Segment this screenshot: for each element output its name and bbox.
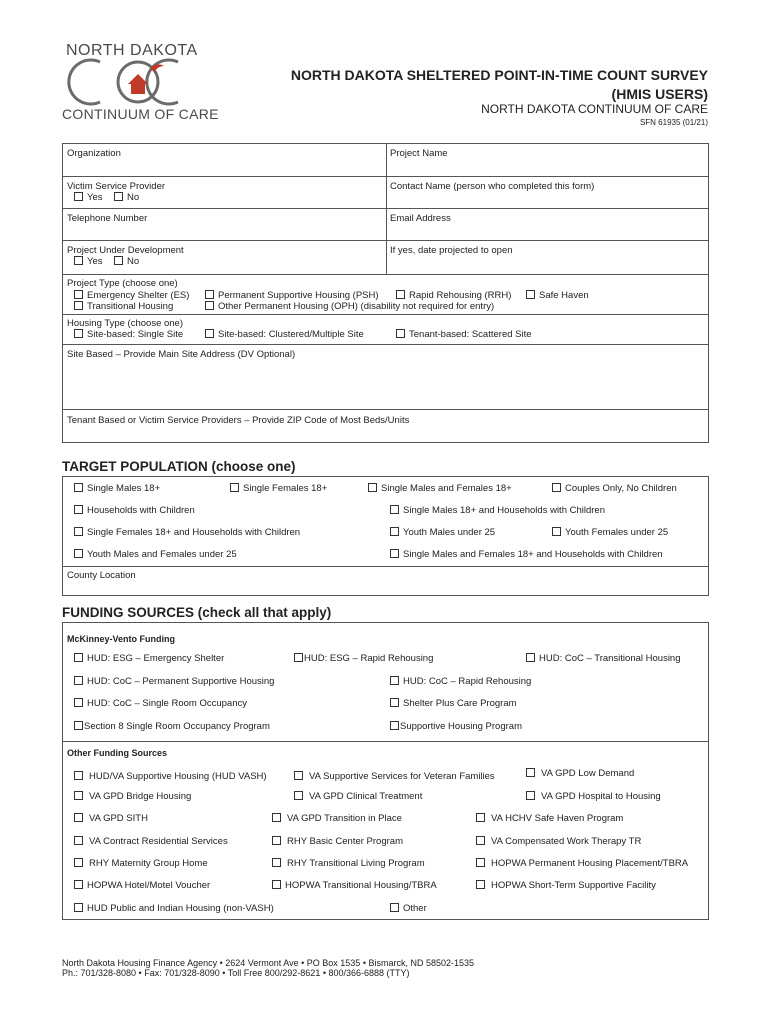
esg-rapid-checkbox[interactable]: HUD: ESG – Rapid Rehousing: [294, 653, 433, 664]
divider: [62, 409, 709, 410]
ssvf-checkbox[interactable]: VA Supportive Services for Veteran Families: [294, 771, 495, 782]
footer-address: North Dakota Housing Finance Agency • 2624 Vermont Ave • PO Box 1535 • Bismarck, ND 58502-1535: [62, 958, 475, 968]
rhy-transitional-checkbox[interactable]: RHY Transitional Living Program: [272, 858, 425, 869]
hopwa-short-term-checkbox[interactable]: HOPWA Short-Term Supportive Facility: [476, 880, 656, 891]
form-subtitle: NORTH DAKOTA CONTINUUM OF CARE: [481, 102, 708, 116]
project-name-field[interactable]: Project Name: [390, 148, 448, 159]
divider: [62, 741, 709, 742]
youth-females-checkbox[interactable]: Youth Females under 25: [552, 527, 668, 538]
single-males-females-checkbox[interactable]: Single Males and Females 18+: [368, 483, 512, 494]
gpd-clinical-checkbox[interactable]: VA GPD Clinical Treatment: [294, 791, 422, 802]
single-mf-households-checkbox[interactable]: Single Males and Females 18+ and Households with Children: [390, 549, 663, 560]
safe-haven-checkbox[interactable]: Safe Haven: [526, 290, 589, 301]
psh-checkbox[interactable]: Permanent Supportive Housing (PSH): [205, 290, 379, 301]
development-no-checkbox[interactable]: No: [114, 256, 139, 267]
rhy-basic-checkbox[interactable]: RHY Basic Center Program: [272, 836, 403, 847]
hchv-checkbox[interactable]: VA HCHV Safe Haven Program: [476, 813, 623, 824]
divider: [62, 176, 709, 177]
contract-residential-checkbox[interactable]: VA Contract Residential Services: [74, 836, 228, 847]
divider: [62, 314, 709, 315]
coc-rapid-checkbox[interactable]: HUD: CoC – Rapid Rehousing: [390, 676, 531, 687]
housing-type-label: Housing Type (choose one): [67, 318, 184, 329]
transitional-housing-checkbox[interactable]: Transitional Housing: [74, 301, 173, 312]
logo-bottom-text: CONTINUUM OF CARE: [62, 106, 219, 122]
hopwa-motel-checkbox[interactable]: HOPWA Hotel/Motel Voucher: [74, 880, 210, 891]
gpd-transition-checkbox[interactable]: VA GPD Transition in Place: [272, 813, 402, 824]
mckinney-label: McKinney-Vento Funding: [67, 634, 175, 644]
single-males-households-checkbox[interactable]: Single Males 18+ and Households with Children: [390, 505, 605, 516]
emergency-shelter-checkbox[interactable]: Emergency Shelter (ES): [74, 290, 189, 301]
shelter-plus-checkbox[interactable]: Shelter Plus Care Program: [390, 698, 517, 709]
rrh-checkbox[interactable]: Rapid Rehousing (RRH): [396, 290, 511, 301]
rhy-maternity-checkbox[interactable]: RHY Maternity Group Home: [74, 858, 208, 869]
hopwa-transitional-checkbox[interactable]: HOPWA Transitional Housing/TBRA: [272, 880, 437, 891]
esg-emergency-checkbox[interactable]: HUD: ESG – Emergency Shelter: [74, 653, 224, 664]
development-yes-checkbox[interactable]: Yes: [74, 256, 103, 267]
project-type-label: Project Type (choose one): [67, 278, 178, 289]
form-title: NORTH DAKOTA SHELTERED POINT-IN-TIME COUNT SURVEY: [290, 67, 708, 83]
divider: [62, 566, 709, 567]
vash-checkbox[interactable]: HUD/VA Supportive Housing (HUD VASH): [74, 771, 267, 782]
victim-no-checkbox[interactable]: No: [114, 192, 139, 203]
divider: [62, 208, 709, 209]
hopwa-permanent-checkbox[interactable]: HOPWA Permanent Housing Placement/TBRA: [476, 858, 688, 869]
divider: [62, 274, 709, 275]
gpd-sith-checkbox[interactable]: VA GPD SITH: [74, 813, 148, 824]
single-females-households-checkbox[interactable]: Single Females 18+ and Households with Children: [74, 527, 300, 538]
form-title-line2: (HMIS USERS): [611, 86, 708, 102]
oph-checkbox[interactable]: Other Permanent Housing (OPH) (disability not required for entry): [205, 301, 494, 312]
site-address-field[interactable]: Site Based – Provide Main Site Address (DV Optional): [67, 349, 296, 360]
gpd-low-demand-checkbox[interactable]: VA GPD Low Demand: [526, 768, 634, 779]
divider: [62, 344, 709, 345]
county-location-field[interactable]: County Location: [67, 570, 136, 581]
youth-males-checkbox[interactable]: Youth Males under 25: [390, 527, 495, 538]
coc-psh-checkbox[interactable]: HUD: CoC – Permanent Supportive Housing: [74, 676, 274, 687]
project-development-label: Project Under Development: [67, 245, 184, 256]
contact-name-field[interactable]: Contact Name (person who completed this form): [390, 181, 595, 192]
telephone-field[interactable]: Telephone Number: [67, 213, 148, 224]
clustered-site-checkbox[interactable]: Site-based: Clustered/Multiple Site: [205, 329, 364, 340]
funding-sources-heading: FUNDING SOURCES (check all that apply): [62, 605, 332, 620]
email-field[interactable]: Email Address: [390, 213, 451, 224]
divider: [62, 240, 709, 241]
victim-service-label: Victim Service Provider: [67, 181, 166, 192]
gpd-hospital-checkbox[interactable]: VA GPD Hospital to Housing: [526, 791, 661, 802]
youth-males-females-checkbox[interactable]: Youth Males and Females under 25: [74, 549, 237, 560]
logo-top-text: NORTH DAKOTA: [66, 42, 198, 59]
target-population-heading: TARGET POPULATION (choose one): [62, 459, 296, 474]
coc-logo-icon: [66, 54, 216, 110]
households-children-checkbox[interactable]: Households with Children: [74, 505, 195, 516]
single-males-checkbox[interactable]: Single Males 18+: [74, 483, 160, 494]
other-funding-checkbox[interactable]: Other: [390, 903, 427, 914]
date-projected-field[interactable]: If yes, date projected to open: [390, 245, 513, 256]
tenant-zip-field[interactable]: Tenant Based or Victim Service Providers – Provide ZIP Code of Most Beds/Units: [67, 415, 410, 426]
coc-sro-checkbox[interactable]: HUD: CoC – Single Room Occupancy: [74, 698, 247, 709]
single-females-checkbox[interactable]: Single Females 18+: [230, 483, 327, 494]
cwt-checkbox[interactable]: VA Compensated Work Therapy TR: [476, 836, 641, 847]
public-indian-housing-checkbox[interactable]: HUD Public and Indian Housing (non-VASH): [74, 903, 274, 914]
section8-checkbox[interactable]: Section 8 Single Room Occupancy Program: [74, 721, 270, 732]
gpd-bridge-checkbox[interactable]: VA GPD Bridge Housing: [74, 791, 191, 802]
form-number: SFN 61935 (01/21): [639, 118, 708, 127]
couples-checkbox[interactable]: Couples Only, No Children: [552, 483, 677, 494]
shp-checkbox[interactable]: Supportive Housing Program: [390, 721, 522, 732]
single-site-checkbox[interactable]: Site-based: Single Site: [74, 329, 183, 340]
footer-phone: Ph.: 701/328-8080 • Fax: 701/328-8090 • Toll Free 800/292-8621 • 800/366-6888 (TTY): [62, 968, 410, 978]
other-funding-label: Other Funding Sources: [67, 748, 168, 758]
organization-field[interactable]: Organization: [67, 148, 121, 159]
scattered-site-checkbox[interactable]: Tenant-based: Scattered Site: [396, 329, 532, 340]
victim-yes-checkbox[interactable]: Yes: [74, 192, 103, 203]
coc-transitional-checkbox[interactable]: HUD: CoC – Transitional Housing: [526, 653, 681, 664]
